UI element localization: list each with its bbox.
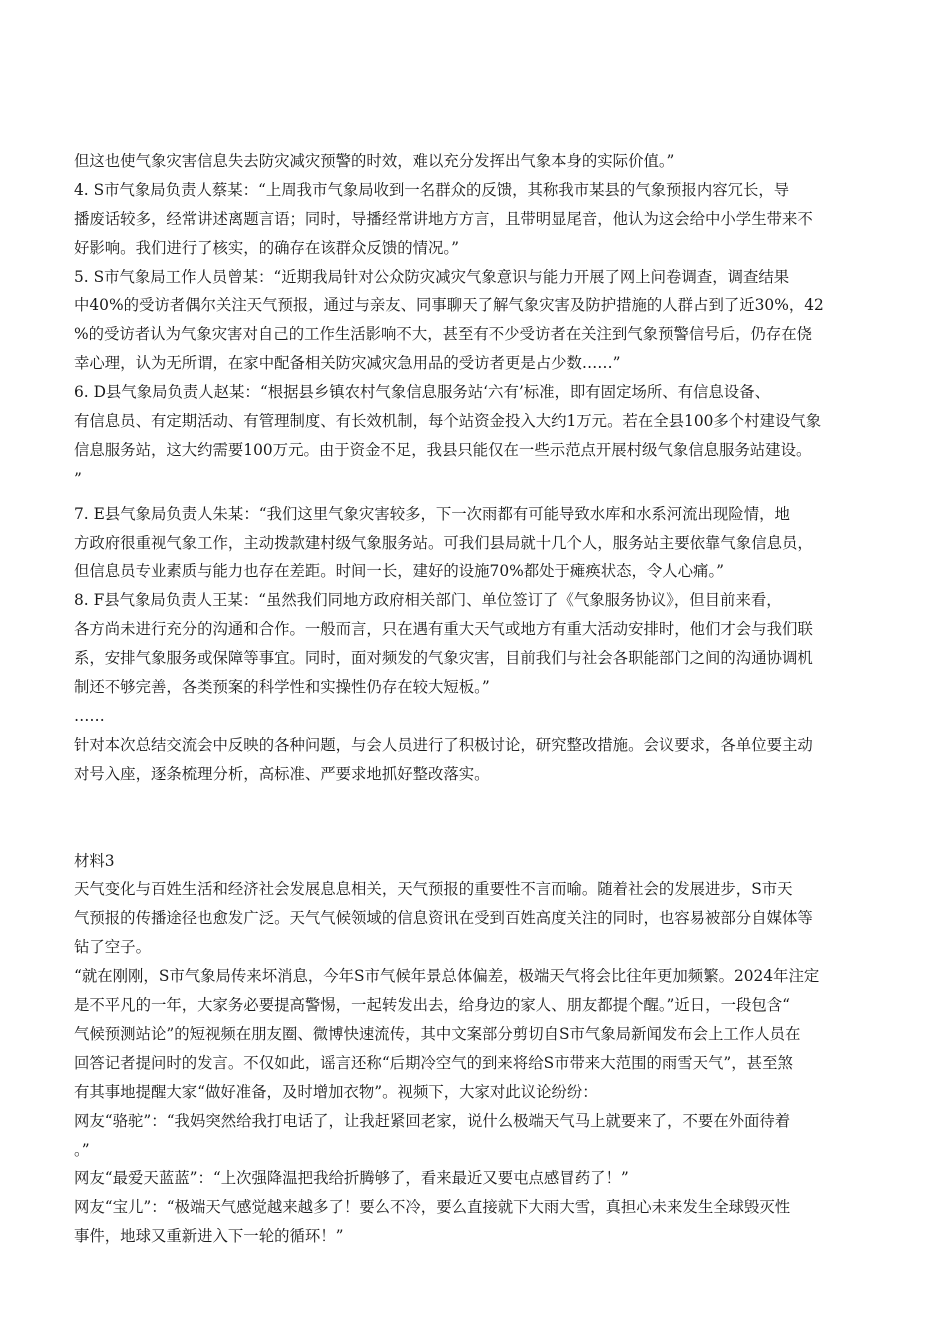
text-line: 。” (74, 1140, 90, 1159)
text-line: 气候预测站论”的短视频在朋友圈、微博快速流传，其中文案部分剪切自S市气象局新闻发布会上工作人员在 (74, 1024, 801, 1043)
section-2-tail-b (74, 500, 882, 789)
text-line: 网友“最爱天蓝蓝”：“上次强降温把我给折腾够了，看来最近又要屯点感冒药了！” (74, 1169, 629, 1188)
text-line: 但这也使气象灾害信息失去防灾减灾预警的时效，难以充分发挥出气象本身的实际价值。” (74, 152, 675, 170)
text-line: 天气变化与百姓生活和经济社会发展息息相关，天气预报的重要性不言而喻。随着社会的发展进步，S市天 (74, 880, 793, 899)
text-line: 8. F县气象局负责人王某：“虽然我们同地方政府相关部门、单位签订了《气象服务协议》，但目前来看， (74, 591, 782, 610)
spacer (74, 789, 882, 847)
text-line: 幸心理，认为无所谓，在家中配备相关防灾减灾急用品的受访者更是占少数……” (74, 354, 621, 373)
text-line: 信息服务站，这大约需要100万元。由于资金不足，我县只能仅在一些示范点开展村级气象信息服务站建设。 (74, 440, 812, 459)
text-line: 气预报的传播途径也愈发广泛。天气气候领域的信息资讯在受到百姓高度关注的同时，也容易被部分自媒体等 (74, 909, 813, 928)
text-line: 对号入座，逐条梳理分析，高标准、严要求地抓好整改落实。 (74, 764, 490, 783)
text-line: ” (74, 469, 82, 488)
text-line: 钻了空子。 (74, 938, 151, 957)
text-line: 4. S市气象局负责人蔡某：“上周我市气象局收到一名群众的反馈，其称我市某县的气象预报内容冗长，导 (74, 180, 790, 199)
section-2-tail-a (74, 147, 882, 494)
text-line: 好影响。我们进行了核实，的确存在该群众反馈的情况。” (74, 238, 459, 257)
text-line: 有信息员、有定期活动、有管理制度、有长效机制，每个站资金投入大约1万元。若在全县100多个村建设气象 (74, 412, 822, 431)
material-3 (74, 847, 882, 1251)
text-line: “就在刚刚，S市气象局传来坏消息，今年S市气候年景总体偏差，极端天气将会比往年更加频繁。2024年注定 (74, 967, 820, 986)
text-line: %的受访者认为气象灾害对自己的工作生活影响不大，甚至有不少受访者在关注到气象预警信号后，仍存在侥 (74, 325, 812, 344)
text-line: 网友“宝儿”：“极端天气感觉越来越多了！要么不冷，要么直接就下大雨大雪，真担心未来发生全球毁灭性 (74, 1198, 791, 1217)
text-line: 中40%的受访者偶尔关注天气预报，通过与亲友、同事聊天了解气象灾害及防护措施的人群占到了近30%，42 (74, 296, 824, 315)
text-line: 各方尚未进行充分的沟通和合作。一般而言，只在遇有重大天气或地方有重大活动安排时，他们才会与我们联 (74, 620, 813, 639)
text-line: 有其事地提醒大家“做好准备，及时增加衣物”。视频下，大家对此议论纷纷： (74, 1082, 598, 1101)
document-page (74, 147, 882, 1251)
text-line: 网友“骆驼”：“我妈突然给我打电话了，让我赶紧回老家，说什么极端天气马上就要来了，不要在外面待着 (74, 1111, 791, 1130)
text-line: 播废话较多，经常讲述离题言语；同时，导播经常讲地方方言，且带明显尾音，他认为这会给中小学生带来不 (74, 209, 813, 228)
text-line: 事件，地球又重新进入下一轮的循环！” (74, 1227, 344, 1246)
text-line: 5. S市气象局工作人员曾某：“近期我局针对公众防灾减灾气象意识与能力开展了网上问卷调查，调查结果 (74, 267, 790, 286)
text-line: 是不平凡的一年，大家务必要提高警惕，一起转发出去，给身边的家人、朋友都提个醒。”近日，一段包含“ (74, 996, 791, 1015)
text-line: 回答记者提问时的发言。不仅如此，谣言还称“后期冷空气的到来将给S市带来大范围的雨雪天气”，甚至煞 (74, 1053, 793, 1072)
text-line: 针对本次总结交流会中反映的各种问题，与会人员进行了积极讨论，研究整改措施。会议要求，各单位要主动 (74, 735, 813, 754)
section-heading: 材料3 (74, 851, 115, 870)
text-line: 7. E县气象局负责人朱某：“我们这里气象灾害较多，下一次雨都有可能导致水库和水系河流出现险情，地 (74, 504, 790, 523)
text-line: 方政府很重视气象工作，主动拨款建村级气象服务站。可我们县局就十几个人，服务站主要依靠气象信息员， (74, 533, 813, 552)
text-line: 系，安排气象服务或保障等事宜。同时，面对频发的气象灾害，目前我们与社会各职能部门之间的沟通协调机 (74, 649, 813, 668)
text-line: …… (74, 706, 105, 725)
text-line: 但信息员专业素质与能力也存在差距。时间一长，建好的设施70%都处于瘫痪状态，令人心痛。” (74, 562, 725, 581)
text-line: 6. D县气象局负责人赵某：“根据县乡镇农村气象信息服务站‘六有’标准，即有固定场所、有信息设备、 (74, 383, 770, 402)
text-line: 制还不够完善，各类预案的科学性和实操性仍存在较大短板。” (74, 678, 490, 697)
